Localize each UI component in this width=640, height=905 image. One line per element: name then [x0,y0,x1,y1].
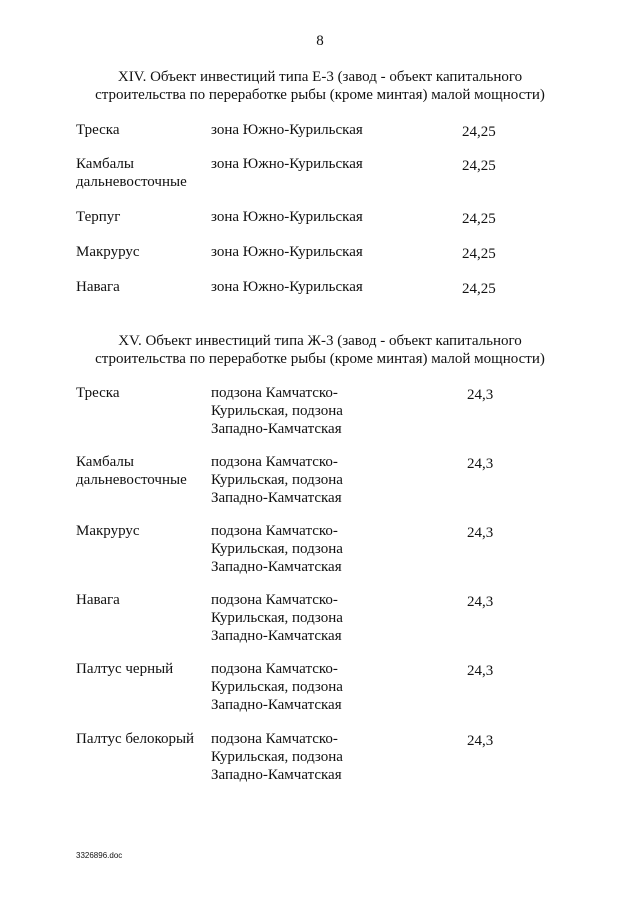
zone-line: подзона Камчатско- [211,385,338,401]
species-line: Палтус черный [76,661,174,677]
fishing-zone [211,278,411,296]
species-name [76,243,206,261]
species-line: Макрурус [76,523,140,539]
fishing-zone [211,155,411,173]
species-line: дальневосточные [76,472,187,488]
zone-line: Западно-Камчатская [211,559,342,575]
zone-line: Западно-Камчатская [211,490,342,506]
section-title-line: строительства по переработке рыбы (кроме минтая) малой мощности) [95,351,545,367]
zone-line: зона Южно-Курильская [211,122,363,138]
fishing-zone [211,522,411,576]
zone-line: Западно-Камчатская [211,628,342,644]
zone-line: зона Южно-Курильская [211,279,363,295]
rate-value: 24,25 [462,246,496,262]
rate-value: 24,25 [462,124,496,140]
species-name [76,453,206,489]
species-line: Камбалы [76,454,134,470]
zone-line: подзона Камчатско- [211,731,338,747]
species-line: Треска [76,385,120,401]
rate-value: 24,3 [467,663,494,679]
document-footer: 3326896.doc [76,851,123,860]
species-name [76,730,206,748]
fishing-zone [211,453,411,507]
species-line: Камбалы [76,156,134,172]
zone-line: Курильская, подзона [211,541,343,557]
section-title [60,68,580,104]
rate-value: 24,3 [467,387,494,403]
species-name [76,155,206,191]
species-line: Макрурус [76,244,140,260]
species-name [76,591,206,609]
page-number: 8 [316,33,324,49]
species-line: Навага [76,279,120,295]
fishing-zone [211,660,411,714]
species-line: Треска [76,122,120,138]
species-name [76,278,206,296]
zone-line: Курильская, подзона [211,679,343,695]
section-title-line: строительства по переработке рыбы (кроме минтая) малой мощности) [95,87,545,103]
rate-value: 24,3 [467,733,494,749]
rate-value: 24,25 [462,158,496,174]
species-line: Палтус белокорый [76,731,195,747]
fishing-zone [211,208,411,226]
species-line: Терпуг [76,209,121,225]
species-line: дальневосточные [76,174,187,190]
zone-line: Западно-Камчатская [211,767,342,783]
species-name [76,208,206,226]
species-name [76,384,206,402]
zone-line: подзона Камчатско- [211,592,338,608]
zone-line: зона Южно-Курильская [211,156,363,172]
zone-line: Курильская, подзона [211,749,343,765]
zone-line: Западно-Камчатская [211,697,342,713]
rate-value: 24,3 [467,456,494,472]
zone-line: подзона Камчатско- [211,454,338,470]
zone-line: Курильская, подзона [211,610,343,626]
zone-line: Курильская, подзона [211,472,343,488]
fishing-zone [211,591,411,645]
zone-line: Курильская, подзона [211,403,343,419]
section-title [60,332,580,368]
species-name [76,522,206,540]
zone-line: Западно-Камчатская [211,421,342,437]
fishing-zone [211,121,411,139]
section-title-line: XIV. Объект инвестиций типа Е-3 (завод - объект капитального [117,69,523,85]
fishing-zone [211,730,411,784]
species-name [76,660,206,678]
species-name [76,121,206,139]
fishing-zone [211,243,411,261]
zone-line: зона Южно-Курильская [211,244,363,260]
species-line: Навага [76,592,120,608]
rate-value: 24,25 [462,281,496,297]
section-title-line: XV. Объект инвестиций типа Ж-3 (завод - объект капитального [118,333,522,349]
rate-value: 24,3 [467,525,494,541]
zone-line: подзона Камчатско- [211,523,338,539]
zone-line: зона Южно-Курильская [211,209,363,225]
rate-value: 24,25 [462,211,496,227]
zone-line: подзона Камчатско- [211,661,338,677]
rate-value: 24,3 [467,594,494,610]
fishing-zone [211,384,411,438]
